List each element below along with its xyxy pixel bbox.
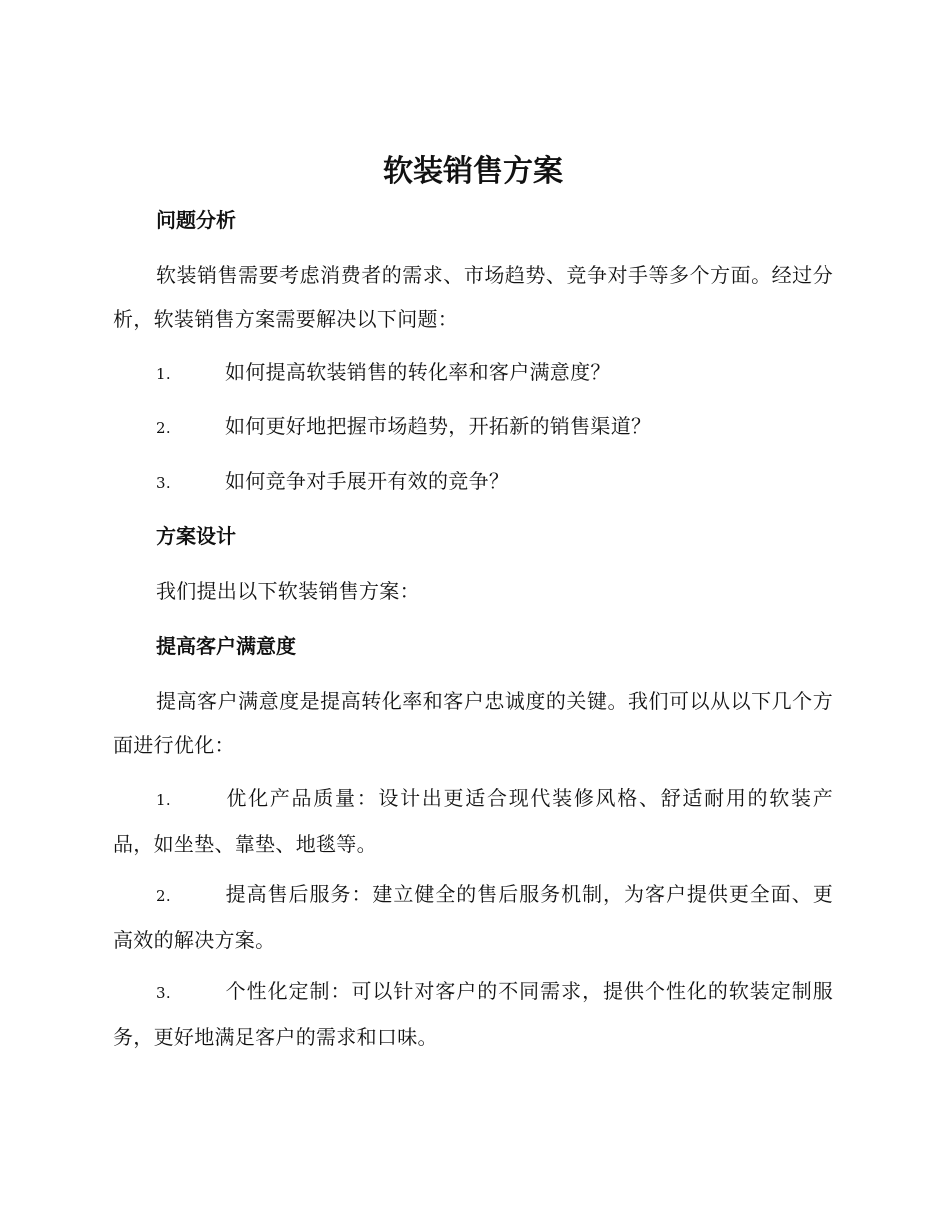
list-item-text: 如何竞争对手展开有效的竞争？ — [225, 469, 510, 493]
list-item — [113, 969, 833, 1059]
list-item-text: 如何更好地把握市场趋势，开拓新的销售渠道？ — [225, 414, 652, 438]
list-item — [113, 404, 833, 450]
list-number: 1. — [156, 365, 171, 383]
list-item — [113, 776, 833, 866]
section-heading-design: 方案设计 — [156, 524, 236, 548]
list-item-text: 个性化定制：可以针对客户的不同需求，提供个性化的软装定制服务，更好地满足客户的需求和口味。 — [113, 979, 833, 1049]
paragraph-satisfaction-intro: 提高客户满意度是提高转化率和客户忠诚度的关键。我们可以从以下几个方面进行优化： — [113, 689, 833, 757]
paragraph-design-intro: 我们提出以下软装销售方案： — [156, 579, 420, 603]
list-number: 3. — [156, 984, 171, 1002]
list-item — [113, 459, 833, 505]
list-number: 1. — [156, 791, 171, 809]
list-number: 2. — [156, 887, 171, 905]
list-item-text: 如何提高软装销售的转化率和客户满意度？ — [225, 360, 611, 384]
list-number: 3. — [156, 474, 171, 492]
list-item-text: 优化产品质量：设计出更适合现代装修风格、舒适耐用的软装产品，如坐垫、靠垫、地毯等。 — [113, 786, 833, 856]
section-heading-analysis: 问题分析 — [156, 208, 236, 232]
list-item-text: 提高售后服务：建立健全的售后服务机制，为客户提供更全面、更高效的解决方案。 — [113, 882, 833, 952]
section-heading-satisfaction: 提高客户满意度 — [156, 634, 296, 658]
list-item — [113, 350, 833, 396]
list-number: 2. — [156, 419, 171, 437]
document-title: 软装销售方案 — [383, 154, 563, 189]
list-item — [113, 872, 833, 962]
paragraph-analysis-intro: 软装销售需要考虑消费者的需求、市场趋势、竞争对手等多个方面。经过分析，软装销售方案需要解决以下问题： — [113, 263, 833, 331]
